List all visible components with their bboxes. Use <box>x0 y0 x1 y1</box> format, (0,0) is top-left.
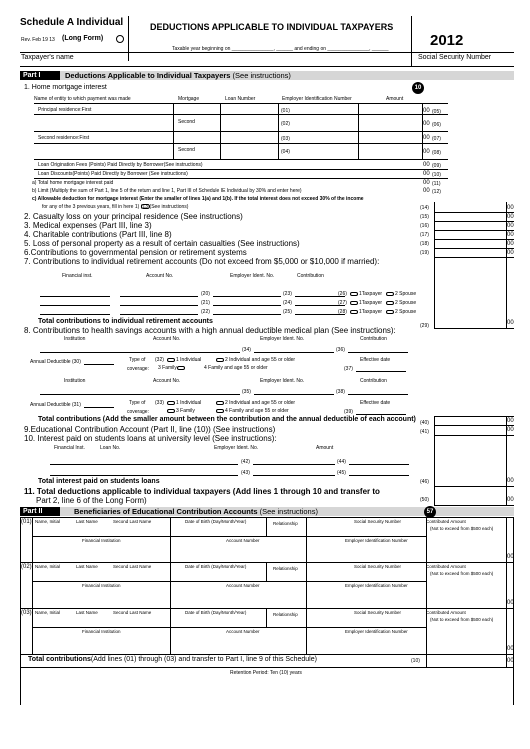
part1-instr: (See instructions) <box>232 71 291 80</box>
code-29: (29) <box>420 323 429 329</box>
total-hsa-text: Total contributions (Add the smaller amount between the contribution and the annual deductible of each account) <box>38 416 416 423</box>
total-student-loans: Total interest paid on students loans <box>38 478 160 485</box>
lbl-last: Last Name <box>76 519 98 524</box>
lbl-ssn: Social Security Number <box>354 564 402 569</box>
lbl-ein: Employer Identification Number <box>345 583 408 588</box>
hsa-code-32: (32) <box>155 357 164 363</box>
cents-14: 00 <box>507 205 514 211</box>
code-04: (04) <box>281 149 290 155</box>
code-part2-10: (10) <box>411 658 420 664</box>
code-09: (09) <box>432 163 441 169</box>
line2: 2. Casualty loss on your principal residence (See instructions) <box>24 212 243 221</box>
lbl-acct: Account Number <box>226 629 260 634</box>
hsa-deductible: Annual Deductible (30) <box>30 359 81 365</box>
code-03: (03) <box>281 136 290 142</box>
cents-10: 00 <box>423 171 430 177</box>
hsa-opt-family[interactable] <box>167 408 195 414</box>
hsa-code-34: (34) <box>242 347 251 353</box>
code-05: (05) <box>432 109 441 115</box>
seal-icon <box>116 35 124 43</box>
hsa-opt-label: 1 Individual <box>176 357 202 363</box>
line5: 5. Loss of personal property as a result of certain casualties (See instructions) <box>24 239 300 248</box>
code-06: (06) <box>432 122 441 128</box>
cents-09: 00 <box>423 162 430 168</box>
hsa-code-38: (38) <box>336 389 345 395</box>
lbl-last: Last Name <box>76 564 98 569</box>
hsa-opt-family-55[interactable] <box>204 365 268 371</box>
line1b: b) Limit (Multiply the sum of Part 1, line 5 of the return and line 1, Part III of Schedule IE Individual by 30% and enter here) <box>32 188 302 194</box>
code-18: (18) <box>420 241 429 247</box>
col-ein: Employer Identification Number <box>282 96 352 102</box>
lbl-dob: Date of Birth (Day/Month/Year) <box>185 610 247 615</box>
lbl-second: Second Last Name <box>113 519 152 524</box>
hsa-opt-label: 2 Individual and age 55 or older <box>225 400 296 406</box>
lbl-fin: Financial Institution <box>82 538 121 543</box>
ira-spouse[interactable] <box>386 291 416 297</box>
hsa-col-contrib-2: Contribution <box>360 378 387 384</box>
cents-11: 00 <box>423 180 430 186</box>
cents-40: 00 <box>507 418 514 424</box>
cents-08: 00 <box>423 149 430 155</box>
col-entity: Name of entity to which payment was made <box>34 96 131 102</box>
badge-57: 57 <box>424 506 436 518</box>
lbl-ssn: Social Security Number <box>354 610 402 615</box>
hsa-effective: Effective date <box>360 400 391 406</box>
ira-spouse-label: 2 Spouse <box>395 300 417 306</box>
lbl-dob: Date of Birth (Day/Month/Year) <box>185 564 247 569</box>
cents-06: 00 <box>423 121 430 127</box>
badge-10: 10 <box>412 82 424 94</box>
part1-tag: Part I <box>20 71 60 80</box>
line1c: c) Allowable deduction for mortgage interest (Enter the smaller of lines 1(a) and 1(b). If the total interest does not exceed 30% of the income <box>32 196 364 202</box>
code-07: (07) <box>432 136 441 142</box>
part2-title: Beneficiaries of Educational Contribution Accounts <box>74 507 258 516</box>
principal-second: Second <box>178 119 195 125</box>
hsa-effective: Effective date <box>360 357 391 363</box>
line7: 7. Contributions to individual retirement accounts (Do not exceed from $5,000 or $10,000 if married): <box>24 257 380 266</box>
tax-year: 2012 <box>430 32 464 49</box>
main-title: DEDUCTIONS APPLICABLE TO INDIVIDUAL TAXPAYERS <box>150 22 394 32</box>
part2-tag: Part II <box>20 507 60 516</box>
lbl-rel: Relationship <box>273 521 298 526</box>
code-50: (50) <box>420 497 429 503</box>
stu-code-44: (44) <box>337 459 346 465</box>
form-title: Schedule A Individual <box>20 17 124 28</box>
ira-col-acct: Account No. <box>146 273 174 279</box>
ira-code-a: (22) <box>201 309 210 315</box>
part1-header <box>60 71 514 80</box>
code-11: (11) <box>432 181 441 187</box>
ira-taxpayer[interactable] <box>350 309 382 315</box>
lbl-ein: Employer Identification Number <box>345 538 408 543</box>
code-19: (19) <box>420 250 429 256</box>
loan-discounts: Loan Discounts(Points) Paid Directly by Borrower (See instructions) <box>38 171 188 177</box>
beneficiary-num: (01) <box>21 519 32 525</box>
hsa-opt-label: 3 Family <box>176 408 195 414</box>
lbl-acct: Account Number <box>226 583 260 588</box>
stu-col-amount: Amount <box>316 445 334 451</box>
lbl-dob: Date of Birth (Day/Month/Year) <box>185 519 247 524</box>
lbl-last: Last Name <box>76 610 98 615</box>
hsa-col-ein: Employer Ident. No. <box>260 336 305 342</box>
beneficiary-num: (03) <box>21 610 32 616</box>
ira-spouse[interactable] <box>386 300 416 306</box>
ira-code-c: (28) <box>338 309 347 315</box>
code-10: (10) <box>432 172 441 178</box>
form-subtitle: (Long Form) <box>62 35 104 42</box>
lbl-limit: (Not to exceed from $500 each) <box>430 526 494 531</box>
cents-b1: 00 <box>507 554 514 560</box>
stu-code-42: (42) <box>241 459 250 465</box>
lbl-second: Second Last Name <box>113 610 152 615</box>
part2-header <box>60 507 514 516</box>
line11-wrap <box>24 487 380 496</box>
hsa-opt-individual-55[interactable] <box>216 357 295 363</box>
code-08: (08) <box>432 150 441 156</box>
hsa-coverage: coverage: <box>127 409 149 415</box>
cents-12: 00 <box>423 188 430 194</box>
ira-code-b: (25) <box>283 309 292 315</box>
lbl-rel: Relationship <box>273 612 298 617</box>
hsa-opt-label: 2 Individual and age 55 or older <box>225 357 296 363</box>
total-ira: Total contributions to individual retirement accounts <box>38 318 213 325</box>
cents-05: 00 <box>423 108 430 114</box>
part2-total-label: Total contributions <box>28 656 91 663</box>
beneficiary-num: (02) <box>21 564 32 570</box>
retention-period: Retention Period: Ten (10) years <box>230 670 302 676</box>
col-loan: Loan Number <box>225 96 256 102</box>
cents-07: 00 <box>423 135 430 141</box>
cents-15: 00 <box>507 214 514 220</box>
line1-label: 1. Home mortgage interest <box>24 84 107 91</box>
line1c-fill: for any of the 3 previous years, fill in here 1) (13)(See instructions) <box>42 204 189 210</box>
ira-spouse-label: 2 Spouse <box>395 291 417 297</box>
hsa-opt-label: 4 Family and age 55 or older <box>225 408 289 414</box>
hsa-coverage: coverage: <box>127 366 149 372</box>
hsa-code-39: (39) <box>344 409 353 415</box>
ira-taxpayer[interactable] <box>350 300 382 306</box>
stu-col-fin: Financial Inst. <box>54 445 85 451</box>
code-46: (46) <box>420 479 429 485</box>
code-01: (01) <box>281 108 290 114</box>
stu-col-loan: Loan No. <box>100 445 121 451</box>
ira-col-contrib: Contribution <box>297 273 324 279</box>
lbl-acct: Account Number <box>226 538 260 543</box>
lbl-name: Name, Initial <box>35 519 61 524</box>
ira-spouse[interactable] <box>386 309 416 315</box>
stu-col-ein: Employer Ident. No. <box>214 445 259 451</box>
line11: 11. Total deductions applicable to individual taxpayers (Add lines 1 through 10 and transfer to <box>24 487 380 496</box>
lbl-rel: Relationship <box>273 566 298 571</box>
lbl-limit: (Not to exceed from $500 each) <box>430 571 494 576</box>
lbl-ein: Employer Identification Number <box>345 629 408 634</box>
hsa-col-contrib: Contribution <box>360 336 387 342</box>
ira-spouse-label: 2 Spouse <box>395 309 417 315</box>
hsa-opt-label: 1 Individual <box>176 400 202 406</box>
line1a: a) Total home mortgage interest paid <box>32 180 114 186</box>
hsa-code-36: (36) <box>336 347 345 353</box>
ssn-label: Social Security Number <box>418 54 492 61</box>
second-residence: Second residence:First <box>38 135 90 141</box>
lbl-contrib: Contributed Amount <box>426 519 466 524</box>
ira-taxpayer-label: 1Taxpayer <box>359 291 383 297</box>
taxable-year[interactable]: Taxable year beginning on _______________, ______ and ending on _______________, ______ <box>172 46 389 52</box>
ira-code-a: (20) <box>201 291 210 297</box>
line11b: Part 2, line 6 of the Long Form) <box>36 496 147 505</box>
hsa-col-inst-2: Institution <box>64 378 86 384</box>
hsa-opt-individual[interactable] <box>167 400 201 406</box>
lbl-name: Name, Initial <box>35 610 61 615</box>
hsa-code-37: (37) <box>344 366 353 372</box>
hsa-code-33: (33) <box>155 400 164 406</box>
line6: 6.Contributions to governmental pension or retirement systems <box>24 248 247 257</box>
ira-taxpayer-label: 1Taxpayer <box>359 309 383 315</box>
stu-code-45: (45) <box>337 470 346 476</box>
lbl-name: Name, Initial <box>35 564 61 569</box>
hsa-col-inst: Institution <box>64 336 86 342</box>
lbl-contrib: Contributed Amount <box>426 610 466 615</box>
cents-18: 00 <box>507 241 514 247</box>
ira-col-fin: Financial inst. <box>62 273 93 279</box>
cents-16: 00 <box>507 223 514 229</box>
hsa-opt-label: 3 Family <box>158 365 177 371</box>
hsa-opt-family-55[interactable] <box>216 408 289 414</box>
line9: 9.Educational Contribution Account (Part II, line (10)) (See instructions) <box>24 425 276 434</box>
cents-total: 00 <box>507 658 514 664</box>
second-second: Second <box>178 147 195 153</box>
code-17: (17) <box>420 232 429 238</box>
hsa-col-acct-2: Account No. <box>153 378 181 384</box>
stu-code-43: (43) <box>241 470 250 476</box>
lbl-second: Second Last Name <box>113 564 152 569</box>
ira-code-c: (27) <box>338 300 347 306</box>
hsa-deductible: Annual Deductible (31) <box>30 402 81 408</box>
total-hsa <box>38 416 416 423</box>
part1-title: Deductions Applicable to Individual Taxpayers <box>65 71 231 80</box>
hsa-opt-individual[interactable] <box>167 357 201 363</box>
code-14: (14) <box>420 205 429 211</box>
hsa-opt-family[interactable] <box>158 365 186 371</box>
line10: 10. Interest paid on students loans at university level (See instructions): <box>24 434 277 443</box>
cents-17: 00 <box>507 232 514 238</box>
ira-code-b: (23) <box>283 291 292 297</box>
part2-total <box>28 656 317 663</box>
cents-b3: 00 <box>507 646 514 652</box>
col-amount: Amount <box>386 96 404 102</box>
lbl-limit: (Not to exceed from $500 each) <box>430 617 494 622</box>
ira-code-b: (24) <box>283 300 292 306</box>
hsa-type: Type of <box>129 357 146 363</box>
part2-total-rest: (Add lines (01) through (03) and transfer to Part I, line 9 of this Schedule) <box>90 656 317 663</box>
hsa-opt-individual-55[interactable] <box>216 400 295 406</box>
ira-code-c: (26) <box>338 291 347 297</box>
code-40: (40) <box>420 420 429 426</box>
cents-41: 00 <box>507 427 514 433</box>
lbl-ssn: Social Security Number <box>354 519 402 524</box>
ira-taxpayer[interactable] <box>350 291 382 297</box>
cents-29: 00 <box>507 320 514 326</box>
code-02: (02) <box>281 121 290 127</box>
hsa-type: Type of <box>129 400 146 406</box>
line8: 8. Contributions to health savings accounts with a high annual deductible medical plan (See instructions): <box>24 326 396 335</box>
code-12: (12) <box>432 189 441 195</box>
part2-instr: (See instructions) <box>259 507 318 516</box>
hsa-col-ein-2: Employer Ident. No. <box>260 378 305 384</box>
ira-col-ein: Employer Ident. No. <box>230 273 275 279</box>
fill-oval-13[interactable] <box>141 204 150 209</box>
lbl-fin: Financial Institution <box>82 583 121 588</box>
code-15: (15) <box>420 214 429 220</box>
cents-46: 00 <box>507 478 514 484</box>
cents-19: 00 <box>507 250 514 256</box>
hsa-code-35: (35) <box>242 389 251 395</box>
hsa-opt-label: 4 Family and age 55 or older <box>204 365 268 371</box>
cents-50: 00 <box>507 497 514 503</box>
col-mortgage: Mortgage <box>178 96 200 102</box>
line4: 4. Charitable contributions (Part III, line 8) <box>24 230 172 239</box>
line3: 3. Medical expenses (Part III, line 3) <box>24 221 152 230</box>
loan-origination: Loan Origination Fees (Points) Paid Directly by Borrower(See instructions) <box>38 162 203 168</box>
lbl-contrib: Contributed Amount <box>426 564 466 569</box>
ira-code-a: (21) <box>201 300 210 306</box>
principal-residence: Principal residence:First <box>38 107 92 113</box>
taxpayer-name-label: Taxpayer's name <box>21 54 74 61</box>
lbl-fin: Financial Institution <box>82 629 121 634</box>
hsa-col-acct: Account No. <box>153 336 181 342</box>
ira-taxpayer-label: 1Taxpayer <box>359 300 383 306</box>
code-16: (16) <box>420 223 429 229</box>
cents-b2: 00 <box>507 600 514 606</box>
rev-date: Rev. Feb 19 13 <box>21 37 55 43</box>
code-41: (41) <box>420 429 429 435</box>
